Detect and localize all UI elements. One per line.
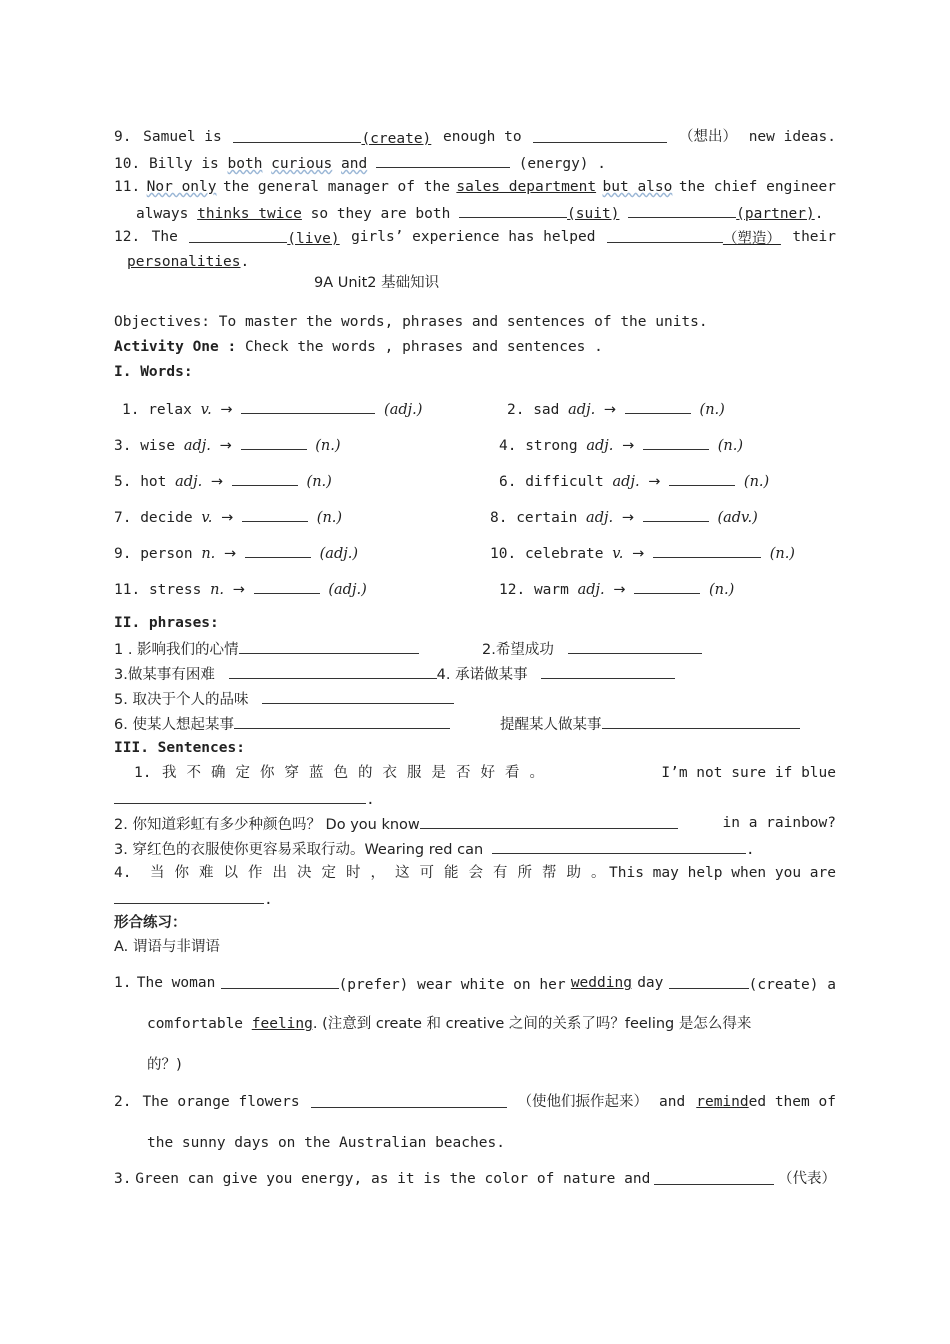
word-item	[114, 434, 341, 456]
item-10-and: and	[341, 156, 368, 172]
practice-1-line2	[147, 1014, 836, 1034]
arrow-icon: →	[632, 546, 645, 562]
arrow-icon: →	[221, 510, 234, 526]
sentence-1	[134, 763, 836, 783]
item-12-num: 12.	[114, 229, 141, 245]
word-target: (n.)	[717, 438, 743, 454]
arrow-icon: →	[210, 474, 224, 490]
blank[interactable]	[420, 813, 678, 829]
practice-1-wedding: wedding	[570, 975, 632, 991]
practice-1-note: . (注意到 create 和 creative 之间的关系了吗？feeling 是怎么得来	[312, 1016, 752, 1032]
word-num: 5.	[114, 474, 132, 490]
blank[interactable]	[607, 227, 723, 243]
practice-1-a: The woman	[136, 975, 216, 991]
phrase-1: 1 . 影响我们的心情	[114, 642, 239, 658]
word-target: (adj.)	[328, 582, 367, 598]
word-target: (adj.)	[384, 402, 423, 418]
word-item	[499, 578, 734, 600]
item-10-curious: curious	[271, 156, 333, 172]
word-text: decide	[140, 510, 193, 526]
item-10-hint: (energy) .	[518, 156, 606, 172]
blank[interactable]	[229, 663, 437, 679]
objectives: Objectives: To master the words, phrases and sentences of the units.	[114, 314, 708, 330]
practice-2	[114, 1092, 836, 1112]
arrow-icon: →	[219, 438, 232, 454]
item-11	[114, 177, 836, 197]
item-11-cont	[136, 202, 836, 224]
period: .	[745, 842, 755, 858]
sentence-4	[114, 863, 836, 883]
word-pos: n.	[201, 546, 216, 562]
item-12-cont	[127, 252, 836, 272]
word-target: (n.)	[743, 474, 770, 490]
phrase-7: 提醒某人做某事	[500, 717, 602, 733]
word-num: 3.	[114, 438, 132, 454]
item-9-hint-create: (create)	[361, 131, 432, 147]
phrase-row-3	[114, 688, 836, 710]
practice-1-num: 1.	[114, 975, 132, 991]
practice-2-line2: the sunny days on the Australian beaches.	[147, 1135, 505, 1151]
word-item	[499, 470, 769, 492]
word-item	[490, 506, 758, 528]
sentence-1-num: 1.	[134, 765, 152, 781]
blank[interactable]	[232, 470, 298, 486]
sentence-2-text: 2. 你知道彩虹有多少种颜色吗？ Do you know	[114, 817, 420, 833]
sentence-2-end: in a rainbow?	[722, 815, 836, 831]
arrow-icon: →	[648, 474, 661, 490]
phrase-6: 6. 使某人想起某事	[114, 717, 234, 733]
arrow-icon: →	[621, 510, 634, 526]
item-9-pre: Samuel is	[143, 129, 222, 145]
practice-2-b: （使他们振作起来）	[517, 1094, 649, 1110]
practice-1-feeling: feeling	[251, 1016, 313, 1032]
word-pos: adj.	[175, 474, 203, 490]
phrase-5: 5. 取决于个人的品味	[114, 692, 249, 708]
item-11-suit: (suit)	[567, 206, 620, 222]
activity-text: Check the words , phrases and sentences .	[244, 339, 603, 355]
word-item	[490, 542, 795, 564]
item-10-both: both	[227, 156, 263, 172]
word-item	[507, 398, 725, 420]
sentence-4-cn: 当你难以作出决定时，这可能会有所帮助。	[150, 865, 616, 881]
word-text: wise	[140, 438, 176, 454]
practice-1-b: (prefer) wear white on her	[338, 977, 566, 993]
word-item	[114, 470, 332, 492]
word-item	[114, 506, 342, 528]
practice-3-a: Green can give you energy, as it is the color of nature and	[135, 1171, 651, 1187]
item-11-nor-only: Nor only	[146, 179, 217, 195]
sentence-1-cn: 我不确定你穿蓝色的衣服是否好看。	[162, 765, 554, 781]
blank[interactable]	[643, 506, 709, 522]
blank[interactable]	[376, 152, 510, 168]
sentence-1-en: I’m not sure if blue	[661, 765, 836, 781]
word-num: 11.	[114, 582, 141, 598]
blank[interactable]	[459, 202, 567, 218]
word-text: warm	[533, 582, 569, 598]
phrase-4: 4. 承诺做某事	[436, 667, 528, 683]
word-num: 10.	[490, 546, 517, 562]
blank[interactable]	[242, 506, 308, 522]
blank[interactable]	[625, 398, 691, 414]
practice-3-num: 3.	[114, 1171, 132, 1187]
word-item	[499, 434, 743, 456]
blank[interactable]	[245, 542, 311, 558]
activity-one	[114, 337, 836, 357]
practice-2-num: 2.	[114, 1094, 132, 1110]
blank[interactable]	[628, 202, 736, 218]
word-pos: adj.	[183, 438, 211, 454]
item-12	[114, 227, 836, 249]
item-12-personalities: personalities	[127, 254, 241, 270]
item-11-partner: (partner)	[736, 206, 815, 222]
word-pos: v.	[201, 510, 213, 526]
item-9-end: new ideas.	[748, 129, 836, 145]
phrase-row-1	[114, 638, 836, 660]
word-target: (n.)	[699, 402, 725, 418]
practice-2-d: ed them of	[748, 1094, 836, 1110]
period: .	[240, 254, 250, 270]
blank[interactable]	[568, 638, 702, 654]
word-num: 8.	[490, 510, 508, 526]
word-pos: v.	[612, 546, 624, 562]
sentence-4-en: This may help when you are	[609, 865, 836, 881]
blank[interactable]	[602, 713, 800, 729]
blank[interactable]	[239, 638, 419, 654]
sentence-2	[114, 813, 836, 835]
practice-3-b: （代表）	[777, 1171, 836, 1187]
item-9-mid: enough to	[443, 129, 522, 145]
blank[interactable]	[241, 434, 307, 450]
arrow-icon: →	[224, 546, 237, 562]
word-num: 6.	[499, 474, 517, 490]
word-text: hot	[140, 474, 167, 490]
item-11-text3: so they are both	[310, 206, 451, 222]
arrow-icon: →	[603, 402, 617, 418]
word-text: difficult	[525, 474, 604, 490]
section-a: A. 谓语与非谓语	[114, 939, 220, 955]
word-pos: adj.	[612, 474, 640, 490]
word-pos: n.	[210, 582, 225, 598]
blank[interactable]	[541, 663, 675, 679]
item-9-num: 9.	[114, 129, 132, 145]
phrase-3: 3.做某事有困难	[114, 667, 215, 683]
blank[interactable]	[262, 688, 454, 704]
word-text: relax	[148, 402, 192, 418]
blank[interactable]	[221, 973, 339, 989]
word-target: (adv.)	[717, 510, 758, 526]
blank[interactable]	[643, 434, 709, 450]
blank[interactable]	[234, 713, 450, 729]
item-10-pre: Billy is	[148, 156, 219, 172]
practice-1-c: day	[637, 975, 664, 991]
word-target: (n.)	[315, 438, 341, 454]
word-pos: adj.	[586, 510, 614, 526]
word-target: (n.)	[316, 510, 343, 526]
phrase-row-4	[114, 713, 836, 735]
word-text: stress	[148, 582, 202, 598]
item-12-live: (live)	[287, 231, 340, 247]
word-num: 1.	[122, 402, 140, 418]
blank[interactable]	[654, 1169, 774, 1185]
words-heading: I. Words:	[114, 364, 193, 380]
word-target: (n.)	[709, 582, 735, 598]
item-10-num: 10.	[114, 156, 141, 172]
sentence-3	[114, 838, 836, 860]
word-text: celebrate	[524, 546, 604, 562]
arrow-icon: →	[220, 402, 233, 418]
word-item	[122, 398, 422, 420]
item-12-shape: （塑造）	[722, 231, 781, 247]
sentences-heading: III. Sentences:	[114, 740, 245, 756]
sentence-4-num: 4.	[114, 865, 132, 881]
word-pos: v.	[200, 402, 212, 418]
blank[interactable]	[669, 973, 749, 989]
practice-1-comfortable: comfortable	[147, 1016, 244, 1032]
sentence-4-cont	[114, 888, 836, 910]
word-num: 12.	[499, 582, 526, 598]
blank[interactable]	[634, 578, 700, 594]
word-num: 2.	[507, 402, 525, 418]
item-11-always: always	[136, 206, 189, 222]
word-item	[114, 578, 367, 600]
item-11-text2: the chief engineer	[678, 179, 836, 195]
item-11-text1: the general manager of the	[222, 179, 450, 195]
word-num: 4.	[499, 438, 517, 454]
phrase-2: 2.希望成功	[482, 642, 554, 658]
activity-label: Activity One :	[114, 339, 237, 355]
blank[interactable]	[114, 888, 264, 904]
period: .	[366, 792, 375, 808]
blank[interactable]	[254, 578, 320, 594]
practice-1	[114, 973, 836, 995]
item-11-thinks-twice: thinks twice	[197, 206, 302, 222]
practice-2-remind: remind	[696, 1094, 749, 1110]
word-item	[114, 542, 358, 564]
sentence-3-text: 3. 穿红色的衣服使你更容易采取行动。Wearing red can	[114, 842, 484, 858]
blank[interactable]	[189, 227, 287, 243]
word-target: (adj.)	[319, 546, 358, 562]
word-text: strong	[525, 438, 578, 454]
blank[interactable]	[669, 470, 735, 486]
blank[interactable]	[533, 127, 667, 143]
word-pos: adj.	[586, 438, 614, 454]
practice-3	[114, 1169, 836, 1189]
item-11-sales: sales department	[456, 179, 597, 195]
arrow-icon: →	[622, 438, 635, 454]
unit-title: 9A Unit2 基础知识	[314, 275, 440, 291]
item-10	[114, 152, 836, 174]
blank[interactable]	[492, 838, 746, 854]
word-text: person	[140, 546, 193, 562]
word-target: (n.)	[306, 474, 332, 490]
phrase-row-2	[114, 663, 836, 685]
word-text: sad	[533, 402, 560, 418]
blank[interactable]	[241, 398, 375, 414]
practice-2-a: The orange flowers	[142, 1094, 300, 1110]
blank[interactable]	[653, 542, 761, 558]
item-12-the: The	[151, 229, 178, 245]
arrow-icon: →	[232, 582, 245, 598]
phrases-heading: II. phrases:	[114, 615, 219, 631]
period: .	[264, 892, 273, 908]
word-text: certain	[516, 510, 578, 526]
practice-1-line3: 的？)	[147, 1057, 182, 1073]
item-12-their: their	[792, 229, 836, 245]
item-9	[114, 127, 836, 149]
word-target: (n.)	[769, 546, 795, 562]
item-11-num: 11.	[114, 179, 141, 195]
arrow-icon: →	[613, 582, 626, 598]
word-num: 7.	[114, 510, 132, 526]
item-12-text1: girls’ experience has helped	[351, 229, 596, 245]
blank[interactable]	[233, 127, 361, 143]
word-pos: adj.	[577, 582, 605, 598]
sentence-1-cont	[114, 788, 836, 810]
blank[interactable]	[114, 788, 366, 804]
item-11-but-also: but also	[602, 179, 673, 195]
period: .	[814, 206, 824, 222]
practice-2-c: and	[659, 1094, 686, 1110]
practice-heading: 形合练习：	[114, 915, 187, 931]
word-num: 9.	[114, 546, 132, 562]
item-9-hint-cn: （想出）	[678, 129, 737, 145]
word-pos: adj.	[568, 402, 596, 418]
practice-1-d: (create) a	[748, 977, 836, 993]
blank[interactable]	[311, 1092, 507, 1108]
